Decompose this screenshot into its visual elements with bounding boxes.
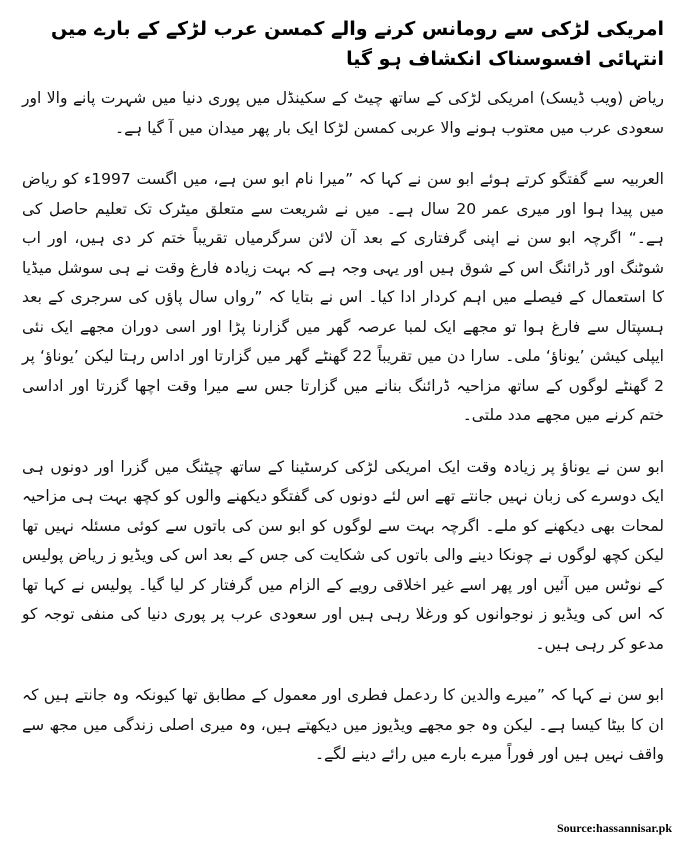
article-paragraph-3: ابو سن نے یوناؤ پر زیادہ وقت ایک امریکی لڑکی کرسٹینا کے ساتھ چیٹنگ میں گزرا اور دونوں ہی ایک دوسرے کی زبان نہیں جانتے تھے اس لئے دونوں کی گفتگو دیکھنے والوں کو کچھ بہت ہی مزاحیہ لمحات بھی دیکھنے کو ملے۔ اگرچہ بہت سے لوگوں کو ابو سن کی باتوں سے کوئی مسئلہ نہیں تھا لیکن کچھ لوگوں نے چونکا دینے والی باتوں کی شکایت کی جس کے بعد اس کی ویڈیو ز ریاض پولیس کے نوٹس میں آئیں اور پھر اسے غیر اخلاقی رویے کے الزام میں گرفتار کر لیا گیا۔ پولیس نے کہا تھا کہ اس کی ویڈیو ز نوجوانوں کو ورغلا رہی ہیں اور سعودی عرب پر پوری دنیا کی منفی توجہ کو مدعو کر رہی ہیں۔ <box>22 457 664 653</box>
article-headline: امریکی لڑکی سے رومانس کرنے والے کمسن عرب لڑکے کے بارے میں انتہائی افسوسناک انکشاف ہو گیا <box>50 18 664 70</box>
source-credit: Source:hassannisar.pk <box>556 821 672 835</box>
article-paragraph-1: ریاض (ویب ڈیسک) امریکی لڑکی کے ساتھ چیٹ کے سکینڈل میں پوری دنیا میں شہرت پانے والا اور سعودی عرب میں معتوب ہونے والا عربی کمسن لڑکا ایک بار پھر میدان میں آ گیا ہے۔ <box>22 89 664 137</box>
article-paragraph-2: العربیہ سے گفتگو کرتے ہوئے ابو سن نے کہا کہ ”میرا نام ابو سن ہے، میں اگست 1997ء کو ریاض میں پیدا ہوا اور میری عمر 20 سال ہے۔ میں نے شریعت سے متعلق میٹرک تک تعلیم حاصل کی ہے۔“ اگرچہ ابو سن نے اپنی گرفتاری کے بعد آن لائن سرگرمیاں تقریباً ختم کر دی ہیں، اور اب شوٹنگ اور ڈرائنگ اس کے شوق ہیں اور یہی وجہ ہے کہ بہت زیادہ فارغ وقت نے ہی سوشل میڈیا کا استعمال کے فیصلے میں اہم کردار ادا کیا۔ اس نے بتایا کہ ”رواں سال پاؤں کی سرجری کے بعد ہسپتال سے فارغ ہوا تو مجھے ایک لمبا عرصہ گھر میں گزارنا پڑا اور اسی دوران مجھے ایک نئی ایپلی کیشن ’یوناؤ‘ ملی۔ سارا دن میں تقریباً 22 گھنٹے گھر میں گزارتا اور اداس رہتا لیکن ’یوناؤ‘ پر 2 گھنٹے لوگوں کے ساتھ مزاحیہ ڈرائنگ بنانے میں گزارتا جس سے میرا وقت اچھا گزرتا اور اداسی ختم کرنے میں مجھے مدد ملتی۔ <box>22 170 664 424</box>
article-paragraph-4: ابو سن نے کہا کہ ”میرے والدین کا ردعمل فطری اور معمول کے مطابق تھا کیونکہ وہ جانتے ہیں کہ ان کا بیٹا کیسا ہے۔ لیکن وہ جو مجھے ویڈیوز میں دیکھتے ہیں، وہ میری اصلی زندگی میں مجھ سے واقف نہیں ہیں اور فوراً میرے بارے میں رائے دینے لگے۔ <box>22 686 664 763</box>
